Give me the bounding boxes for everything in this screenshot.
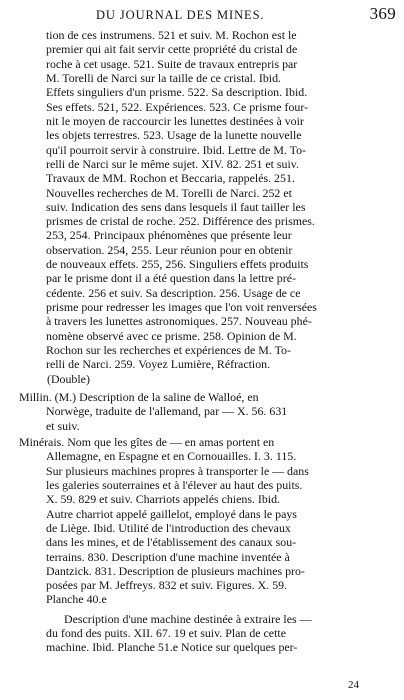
text-line: 253, 254. Principaux phénomènes que présente leur [46, 228, 292, 243]
text-line: cédente. 256 et suiv. Sa description. 256. Usage de ce [46, 285, 301, 300]
text-line: Millin. (M.) Description de la saline de Walloé, en [19, 390, 259, 404]
text-line: posées par M. Jeffreys. 832 et suiv. Figures. X. 59. [46, 578, 288, 593]
text-line: premier qui ait fait servir cette propriété du cristal de [46, 42, 298, 57]
text-line: Effets singuliers d'un prisme. 522. Sa description. Ibid. [46, 85, 308, 100]
text-line: nomène observé avec ce prisme. 258. Opinion de M. [46, 328, 297, 343]
text-line: Allemagne, en Espagne et en Cornouailles. I. 3. 115. [46, 449, 297, 464]
text-line: Autre charriot appelé gaillelot, employé dans le pays [46, 506, 297, 521]
text-line: Rochon sur les recherches et expériences de M. To- [46, 343, 291, 358]
text-line: dans les mines, et de l'établissement des canaux sou- [46, 535, 297, 550]
text-line: Norwège, traduite de l'allemand, par — X. 56. 631 [46, 404, 288, 419]
text-line: Dantzick. 831. Description de plusieurs machines pro- [46, 563, 305, 578]
text-line: de Liège. Ibid. Utilité de l'introduction des chevaux [46, 520, 291, 535]
text-line: Nouvelles recherches de M. Torelli de Narci. 252 et [46, 185, 292, 200]
text-line: M. Torelli de Narci sur la taille de ce cristal. Ibid. [46, 70, 282, 85]
text-line: prismes de cristal de roche. 252. Différence des prismes. [46, 214, 315, 229]
text-line: Ses effets. 521, 522. Expériences. 523. Ce prisme four- [46, 99, 309, 114]
text-line: X. 59. 829 et suiv. Charriots appelés chiens. Ibid. [46, 492, 281, 507]
text-line: les objets terrestres. 523. Usage de la lunette nouvelle [46, 128, 302, 143]
text-line: machine. Ibid. Planche 51.e Notice sur quelques per- [46, 640, 298, 655]
text-line: suiv. Indication des sens dans lesquels il faut tailler les [46, 199, 306, 214]
text-line: Planche 40.e [46, 592, 107, 607]
page-number: 369 [369, 4, 396, 23]
text-line: par le prisme dont il a été question dans la lettre pré- [46, 271, 296, 286]
text-line: du fond des puits. XII. 67. 19 et suiv. Plan de cette [46, 626, 286, 641]
text-line: et suiv. [46, 418, 80, 433]
text-line: de nouveaux effets. 255, 256. Singuliers effets produits [46, 257, 309, 272]
text-line: à travers les lunettes astronomiques. 257. Nouveau phé- [46, 314, 312, 329]
signature-mark: 24 [348, 679, 359, 691]
text-line: terrains. 830. Description d'une machine inventée à [46, 549, 290, 564]
text-line: nit le moyen de raccourcir les lunettes destinées à voir [46, 113, 304, 128]
text-line: observation. 254, 255. Leur réunion pour en obtenir [46, 242, 293, 257]
text-line: les galeries souterraines et à l'élever au haut des puits. [46, 477, 303, 492]
text-line: tion de ces instrumens. 521 et suiv. M. Rochon est le [46, 28, 297, 42]
text-line: relli de Narci sur le même sujet. XIV. 82. 251 et suiv. [46, 156, 299, 171]
text-line: Travaux de MM. Rochon et Beccaria, rappelés. 251. [46, 171, 295, 186]
page-header [96, 4, 396, 26]
text-line: relli de Narci. 259. Voyez Lumière, Réfraction. [46, 357, 271, 372]
text-line: prisme pour redresser les images que l'on voit renversées [46, 300, 317, 315]
text-line: Description d'une machine destinée à extraire les — [64, 611, 312, 626]
text-line: qu'il pourroit servir à construire. Ibid. Lettre de M. To- [46, 142, 306, 157]
text-line: Sur plusieurs machines propres à transporter le — dans [46, 463, 309, 478]
text-line: roche à cet usage. 521. Suite de travaux entrepris par [46, 56, 298, 71]
running-head: DU JOURNAL DES MINES. [96, 8, 265, 22]
text-line: Minérais. Nom que les gîtes de — en amas portent en [19, 434, 275, 449]
text-line: (Double) [47, 371, 90, 386]
